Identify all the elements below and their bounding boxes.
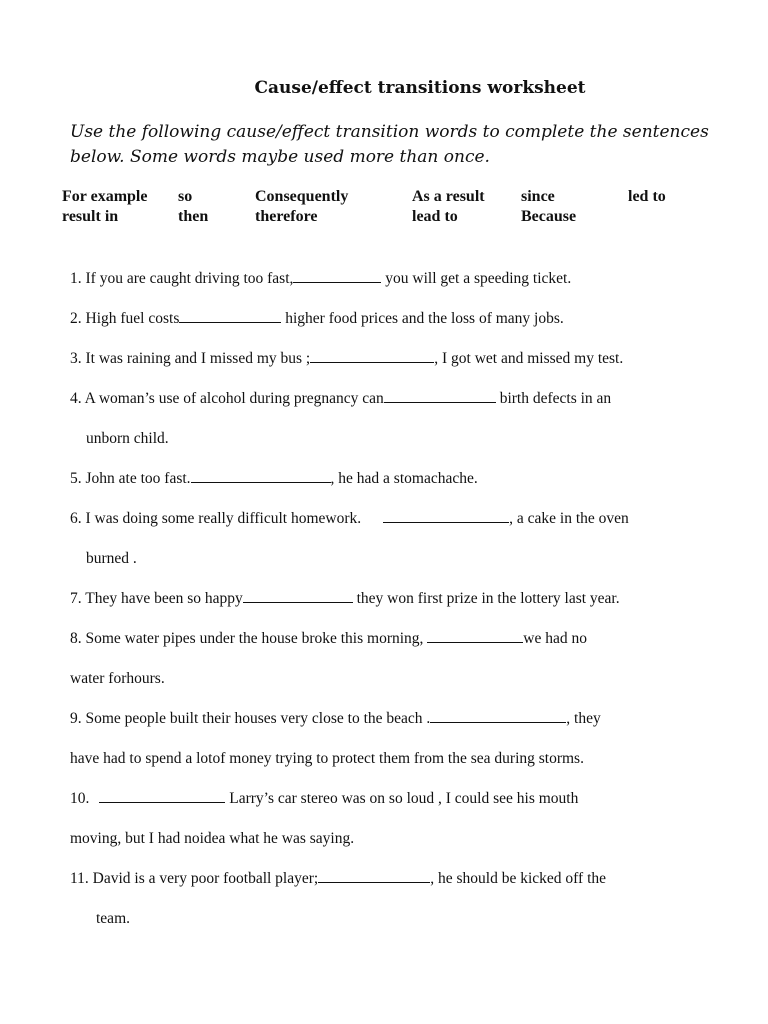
- answer-blank[interactable]: [99, 790, 225, 803]
- sentence-7: [70, 590, 620, 608]
- sentence-10: [70, 790, 578, 808]
- word-bank-item: Consequently: [255, 188, 349, 205]
- answer-blank[interactable]: [383, 510, 509, 523]
- word-bank-item: then: [178, 208, 209, 225]
- sentence-text: 7. They have been so happy: [70, 590, 243, 607]
- sentence-text: , a cake in the oven: [509, 510, 629, 527]
- sentence-6-continued: burned .: [86, 550, 137, 567]
- sentence-text: they won first prize in the lottery last year.: [352, 590, 620, 607]
- sentence-3: [70, 350, 623, 368]
- sentence-10-continued: moving, but I had noidea what he was saying.: [70, 830, 355, 847]
- answer-blank[interactable]: [243, 590, 353, 603]
- instructions: Use the following cause/effect transition words to complete the sentences below. Some words maybe used more than once.: [70, 122, 709, 167]
- sentence-text: we had no: [523, 630, 587, 647]
- sentence-text: , I got wet and missed my test.: [434, 350, 624, 367]
- sentence-8: [70, 630, 587, 648]
- sentence-text: , he should be kicked off the: [430, 870, 607, 887]
- word-bank: [62, 188, 722, 228]
- sentence-text: birth defects in an: [495, 390, 612, 407]
- answer-blank[interactable]: [293, 270, 381, 283]
- sentence-4: [70, 390, 611, 408]
- sentence-9-continued: have had to spend a lotof money trying to protect them from the sea during storms.: [70, 750, 584, 767]
- word-bank-item: therefore: [255, 208, 318, 225]
- sentence-text: 8. Some water pipes under the house broke this morning,: [70, 630, 428, 647]
- sentence-text: higher food prices and the loss of many jobs.: [281, 310, 564, 327]
- answer-blank[interactable]: [427, 630, 523, 643]
- sentence-1: [70, 270, 571, 288]
- sentence-5: [70, 470, 478, 488]
- sentence-4-continued: unborn child.: [86, 430, 169, 447]
- word-bank-item: since: [521, 188, 555, 205]
- sentence-2: [70, 310, 564, 328]
- answer-blank[interactable]: [191, 470, 331, 483]
- sentence-text: Larry’s car stereo was on so loud , I could see his mouth: [225, 790, 579, 807]
- sentence-11: [70, 870, 606, 888]
- sentence-text: 5. John ate too fast.: [70, 470, 191, 487]
- word-bank-item: result in: [62, 208, 119, 225]
- word-bank-item: Because: [521, 208, 577, 225]
- answer-blank[interactable]: [318, 870, 430, 883]
- sentence-text: 4. A woman’s use of alcohol during pregnancy can: [70, 390, 384, 407]
- sentence-text: 2. High fuel costs: [70, 310, 180, 327]
- word-bank-item: lead to: [412, 208, 458, 225]
- word-bank-row: [62, 208, 722, 228]
- sentence-9: [70, 710, 601, 728]
- sentence-text: 11. David is a very poor football player;: [70, 870, 319, 887]
- word-bank-item: For example: [62, 188, 148, 205]
- sentence-text: 9. Some people built their houses very close to the beach .: [70, 710, 431, 727]
- sentence-text: 1. If you are caught driving too fast,: [70, 270, 294, 287]
- answer-blank[interactable]: [430, 710, 566, 723]
- sentence-11-continued: team.: [96, 910, 130, 927]
- sentence-text: , he had a stomachache.: [330, 470, 478, 487]
- answer-blank[interactable]: [384, 390, 496, 403]
- word-bank-item: As a result: [412, 188, 485, 205]
- answer-blank[interactable]: [310, 350, 434, 363]
- word-bank-row: [62, 188, 722, 208]
- sentence-text: , they: [566, 710, 601, 727]
- sentence-text: 3. It was raining and I missed my bus ;: [70, 350, 311, 367]
- page-title: Cause/effect transitions worksheet: [254, 78, 586, 98]
- sentence-6: [70, 510, 629, 528]
- answer-blank[interactable]: [179, 310, 281, 323]
- word-bank-item: led to: [628, 188, 666, 205]
- sentence-text: 10.: [70, 790, 90, 807]
- word-bank-item: so: [178, 188, 193, 205]
- sentence-8-continued: water forhours.: [70, 670, 165, 687]
- sentence-text: you will get a speeding ticket.: [381, 270, 572, 287]
- sentence-text: 6. I was doing some really difficult homework.: [70, 510, 362, 527]
